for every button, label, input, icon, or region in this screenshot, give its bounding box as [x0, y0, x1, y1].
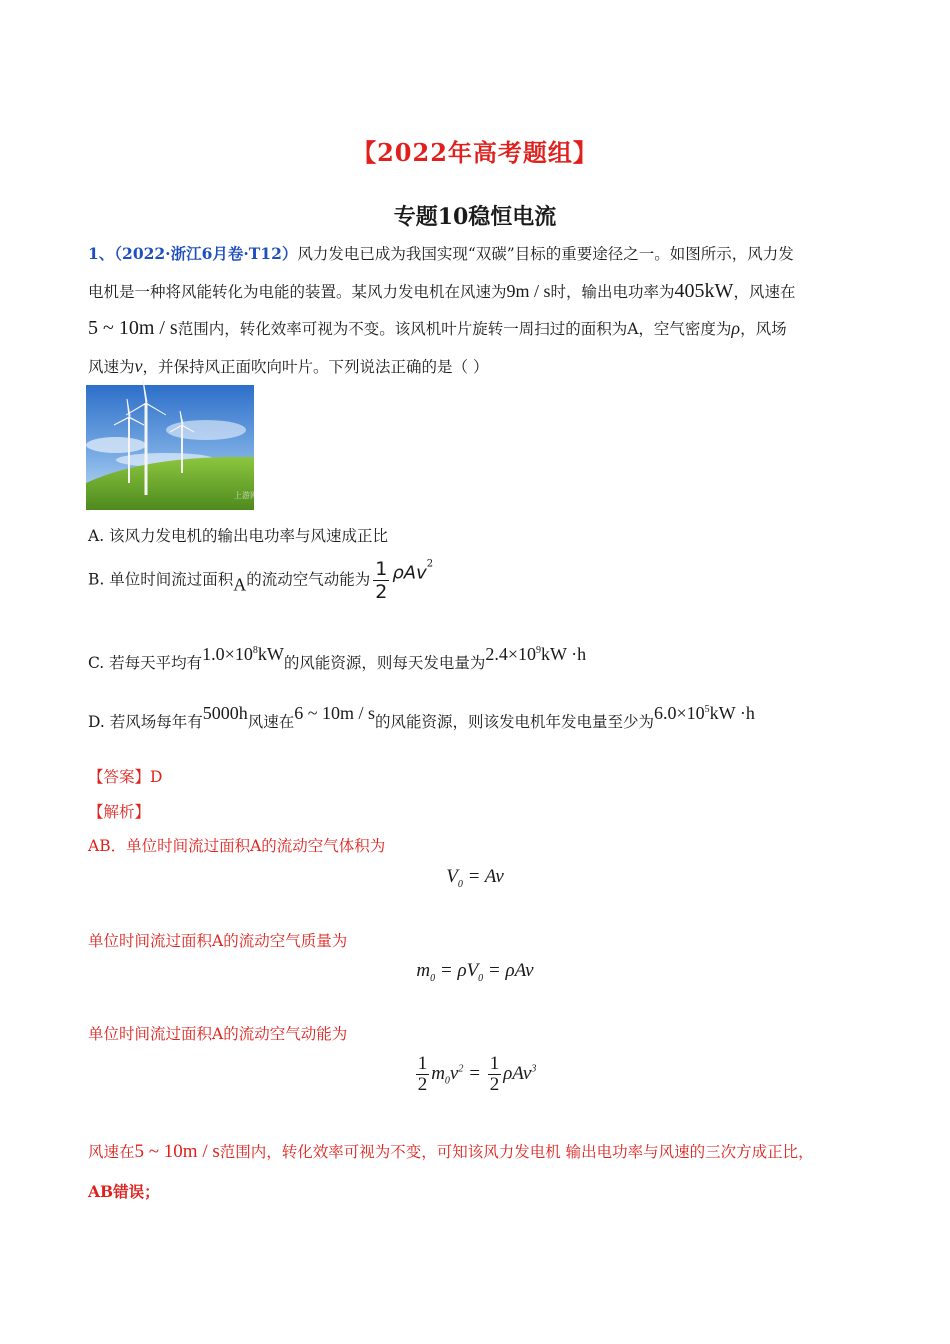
option-d-exp: 5: [704, 704, 710, 715]
option-c-unit1: kW: [257, 644, 284, 664]
analysis-energy: 单位时间流过面积A的流动空气动能为: [88, 1025, 348, 1043]
option-c-val2: 2.4×10: [485, 644, 536, 664]
option-d-val: 6.0×10: [654, 703, 705, 723]
option-a: A. 该风力发电机的输出电功率与风速成正比: [88, 527, 389, 545]
eq3-frac-right: [488, 1054, 502, 1095]
option-c-prefix: C. 若每天平均有: [88, 654, 203, 672]
eq1-lhs: V: [446, 866, 458, 887]
option-b-mid: 的流动空气动能为: [246, 570, 371, 589]
option-c-unit2: kW ·h: [541, 644, 587, 664]
option-d-prefix: D. 若风场每年有: [88, 713, 203, 731]
eq3-sub: 0: [444, 1075, 450, 1087]
question-text-4a: 风速为: [88, 358, 135, 376]
option-c-exp2: 9: [536, 645, 541, 656]
answer-label: 【答案】D: [88, 768, 163, 786]
option-d-mid2: 的风能资源，则该发电机年发电量至少为: [375, 713, 655, 731]
eq2-sub: 0: [430, 972, 436, 984]
eq3-m: m: [431, 1062, 445, 1084]
option-d-hours: 5000h: [202, 703, 248, 723]
option-c-val1: 1.0×10: [202, 644, 253, 664]
question-line-2: [88, 280, 795, 303]
eq3-eq: =: [463, 1062, 486, 1084]
option-c-mid: 的风能资源，则每天发电量为: [283, 654, 486, 672]
analysis-conclusion: [88, 1140, 814, 1163]
question-text-2c: ，风速在: [733, 283, 796, 301]
option-c: [88, 644, 586, 673]
equation-energy: [0, 1054, 950, 1095]
question-text-2b: 时，输出电功率为: [550, 283, 675, 301]
v-symbol: v: [134, 356, 143, 376]
eq3-exp: 2: [458, 1063, 464, 1075]
speed-range: 5 ~ 10m / s: [88, 317, 178, 339]
equation-volume: [0, 866, 950, 890]
p4-a: 风速在: [88, 1143, 135, 1161]
eq2-m: m: [416, 960, 431, 981]
photo-watermark: 上游网: [234, 491, 258, 500]
eq2-mid: = ρV: [435, 960, 479, 981]
analysis-label: 【解析】: [88, 803, 151, 821]
topic-title: 专题10稳恒电流: [393, 204, 557, 230]
eq1-sub: 0: [457, 878, 463, 890]
eq3-num2: 1: [489, 1053, 500, 1074]
question-text-3a: 范围内，转化效率可视为不变。该风机叶片旋转一周扫过的面积为A，空气密度为: [177, 320, 732, 338]
option-d-unit: kW ·h: [709, 703, 755, 723]
analysis-ab-wrong: AB错误；: [88, 1182, 160, 1201]
question-text-3b: ，风场: [740, 320, 787, 338]
eq3-num: 1: [417, 1053, 428, 1074]
option-b-den: 2: [375, 581, 388, 603]
wind-speed-value: 9m / s: [506, 281, 551, 301]
question-text-4b: ，并保持风正面吹向叶片。下列说法正确的是（ ）: [142, 358, 489, 376]
option-b-expr: ρAv: [392, 562, 427, 584]
eq2-rhs: = ρAv: [483, 960, 534, 981]
analysis-ab: AB．单位时间流过面积A的流动空气体积为: [88, 837, 386, 855]
eq3-v: v: [449, 1062, 459, 1084]
option-b-exp: 2: [426, 558, 434, 570]
option-d-range: 6 ~ 10m / s: [294, 703, 375, 723]
question-number: 1、: [88, 244, 115, 263]
rho-symbol: ρ: [731, 318, 741, 338]
question-text-1: 风力发电已成为我国实现“双碳”目标的重要途径之一。如图所示，风力发: [297, 245, 794, 263]
p4-b: 范围内，转化效率可视为不变，可知该风力发电机 输出电功率与风速的三次方成正比，: [219, 1143, 814, 1161]
option-b-num: 1: [375, 558, 388, 580]
question-source: （2022·浙江6月卷·T12）: [114, 244, 298, 263]
option-b-area: A: [233, 574, 247, 595]
option-b-fraction: [373, 558, 389, 603]
eq3-den: 2: [417, 1074, 428, 1095]
eq2-sub2: 0: [478, 972, 484, 984]
option-d-mid1: 风速在: [247, 713, 295, 731]
question-text-2a: 电机是一种将风能转化为电能的装置。某风力发电机在风速为: [88, 283, 507, 301]
question-line-4: [88, 355, 488, 377]
question-line-1: [88, 242, 794, 264]
equation-mass: [0, 960, 950, 984]
option-d: [88, 703, 755, 732]
wind-turbine-photo: [86, 385, 258, 510]
analysis-mass: 单位时间流过面积A的流动空气质量为: [88, 932, 348, 950]
option-b: [88, 558, 433, 603]
power-value: 405kW: [674, 280, 734, 302]
eq3-rhs: ρAv: [503, 1062, 532, 1084]
eq3-den2: 2: [489, 1074, 500, 1095]
eq3-frac-left: [416, 1054, 430, 1095]
option-c-exp1: 8: [252, 645, 258, 656]
option-b-prefix: B. 单位时间流过面积: [88, 570, 234, 589]
group-title: 【2022年高考题组】: [352, 138, 598, 167]
question-line-3: [88, 317, 787, 340]
eq1-rhs: = Av: [462, 866, 504, 887]
eq3-exp2: 3: [531, 1063, 537, 1075]
p4-range: 5 ~ 10m / s: [134, 1141, 220, 1162]
